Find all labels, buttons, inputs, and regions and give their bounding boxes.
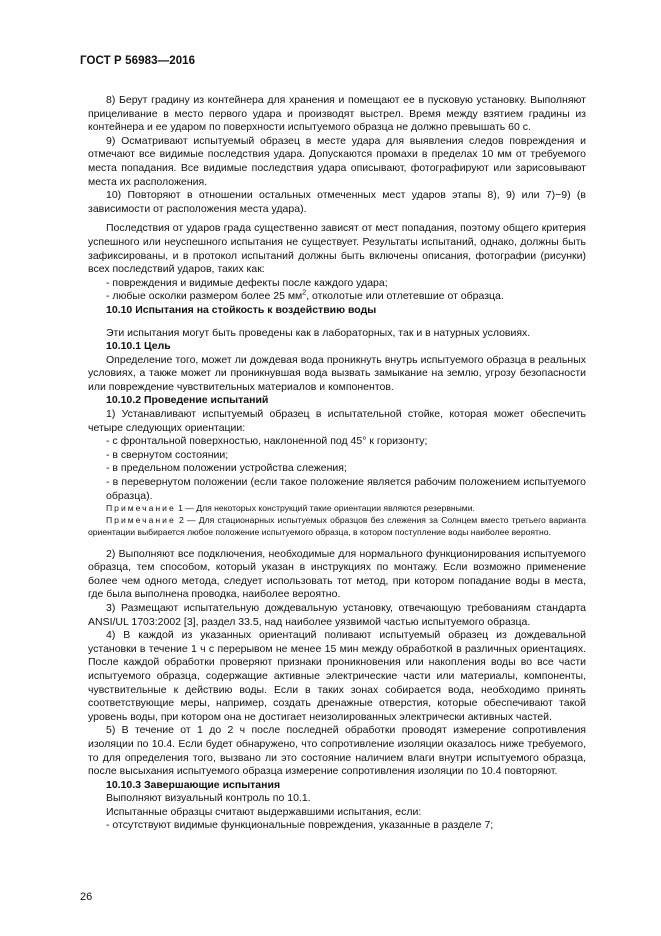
- paragraph-visual-inspection: Выполняют визуальный контроль по 10.1.: [106, 792, 311, 805]
- list-item-orientation-inverted: - в перевернутом положении (если такое положение является рабочим положением испытуемого образца).: [106, 476, 586, 502]
- note-1-label: Примечание: [106, 503, 176, 514]
- paragraph-step-4: 4) В каждой из указанных ориентаций поливают испытуемый образец из дождевальной установки в течение 1 ч с перерывом не менее 15 мин между обработкой в различных ориентациях. После каждой обработки проверяют признаки проникновения или накопления воды во все части испытуемого образца, содержащие активные электрические части или материалы, компоненты, чувствительные к действию воды. Если в таких зонах собирается вода, необходимо принять соответствующие меры, например, создать дренажные отверстия, которые обеспечивают такой уровень воды, при котором она не достигает неизолированных электрически активных частей.: [88, 629, 586, 723]
- paragraph-test-conditions: Эти испытания могут быть проведены как в лабораторных, так и в натурных условиях.: [106, 326, 531, 339]
- list-item-no-damage: - отсутствуют видимые функциональные повреждения, указанные в разделе 7;: [106, 819, 494, 832]
- document-code: ГОСТ Р 56983—2016: [80, 55, 196, 67]
- list-item-fragments: [88, 290, 586, 304]
- paragraph-purpose: Определение того, может ли дождевая вода проникнуть внутрь испытуемого образца в реальных условиях, а также может ли проникнувшая вода вызвать замыкание на землю, угрозу безопасности или повреждение чувствительных материалов и компонентов.: [88, 353, 586, 393]
- note-2-text: 2 — Для стационарных испытуемых образцов без слежения за Солнцем вместо третьего варианта ориентации выбирается любое положение испытуемого образца, в котором поступление воды наиболее вероятно.: [88, 515, 586, 537]
- paragraph-step-2: 2) Выполняют все подключения, необходимые для нормального функционирования испытуемого образца, тем способом, который указан в инструкциях по монтажу. Если возможно применение более чем одного метода, следует использовать тот метод, при котором попадание воды в места, где была выполнена проводка, наиболее вероятно.: [88, 547, 586, 601]
- note-2: [88, 515, 586, 539]
- subsection-heading-10-10-2: 10.10.2 Проведение испытаний: [106, 394, 269, 407]
- paragraph-step-1: 1) Устанавливают испытуемый образец в испытательной стойке, которая может обеспечить четыре следующих ориентации:: [88, 408, 586, 434]
- superscript-2: 2: [302, 289, 307, 297]
- subsection-heading-10-10-3: 10.10.3 Завершающие испытания: [106, 778, 281, 791]
- list-item-orientation-stowed: - в свернутом состоянии;: [106, 448, 229, 461]
- paragraph-step-9: 9) Осматривают испытуемый образец в месте удара для выявления следов повреждения и отмечают все видимые последствия удара. Допускаются промахи в пределах 10 мм от требуемого места попадания. Все видимые последствия удара описывают, фотографируют или зарисовывают места их расположения.: [88, 134, 586, 188]
- paragraph-step-5: 5) В течение от 1 до 2 ч после последней обработки проводят измерение сопротивления изоляции по 10.4. Если будет обнаружено, что сопротивление изоляции оказалось ниже требуемого, то для определения того, вызвано ли это состояние наличием влаги внутри испытуемого образца, после высыхания испытуемого образца измерение сопротивления изоляции по 10.4 повторяют.: [88, 724, 586, 778]
- page-number: 26: [80, 891, 93, 903]
- document-body: [88, 94, 586, 833]
- paragraph-step-3: 3) Размещают испытательную дождевальную установку, отвечающую требованиям стандарта ANSI/UL 1703:2002 [3], раздел 33.5, над наиболее уязвимой частью испытуемого образца.: [88, 601, 586, 628]
- paragraph-hail-consequences: Последствия от ударов града существенно зависят от мест попадания, поэтому общего критерия успешного или неуспешного испытания не существует. Результаты испытаний, однако, должны быть зафиксированы, и в протокол испытаний должны быть включены описания, фотографии (рисунки) всех последствий ударов, таких как:: [88, 222, 586, 276]
- list-item-orientation-45: - с фронтальной поверхностью, наклоненной под 45° к горизонту;: [106, 435, 428, 448]
- note-1: [88, 503, 586, 515]
- list-item-damage: - повреждения и видимые дефекты после каждого удара;: [106, 276, 388, 289]
- list-item-orientation-tracking-limit: - в предельном положении устройства слежения;: [106, 462, 347, 475]
- note-2-label: Примечание: [106, 515, 176, 526]
- paragraph-step-8: 8) Берут градину из контейнера для хранения и помещают ее в пусковую установку. Выполняют прицеливание в место первого удара и производят выстрел. Время между взятием градины из контейнера и ее ударом по поверхности испытуемого образца не должно превышать 60 с.: [88, 94, 586, 134]
- list-item-fragments-tail: , отколотые или отлетевшие от образца.: [306, 290, 504, 303]
- paragraph-pass-criteria: Испытанные образцы считают выдержавшими испытания, если:: [106, 805, 422, 818]
- note-1-text: 1 — Для некоторых конструкций такие ориентации являются резервными.: [178, 503, 475, 514]
- subsection-heading-10-10-1: 10.10.1 Цель: [106, 340, 171, 353]
- list-item-fragments-text: - любые осколки размером более 25 мм: [106, 290, 303, 303]
- paragraph-step-10: 10) Повторяют в отношении остальных отмеченных мест ударов этапы 8), 9) или 7)−9) (в зависимости от расположения места удара).: [88, 189, 586, 215]
- section-heading-10-10: 10.10 Испытания на стойкость к воздействию воды: [106, 303, 377, 316]
